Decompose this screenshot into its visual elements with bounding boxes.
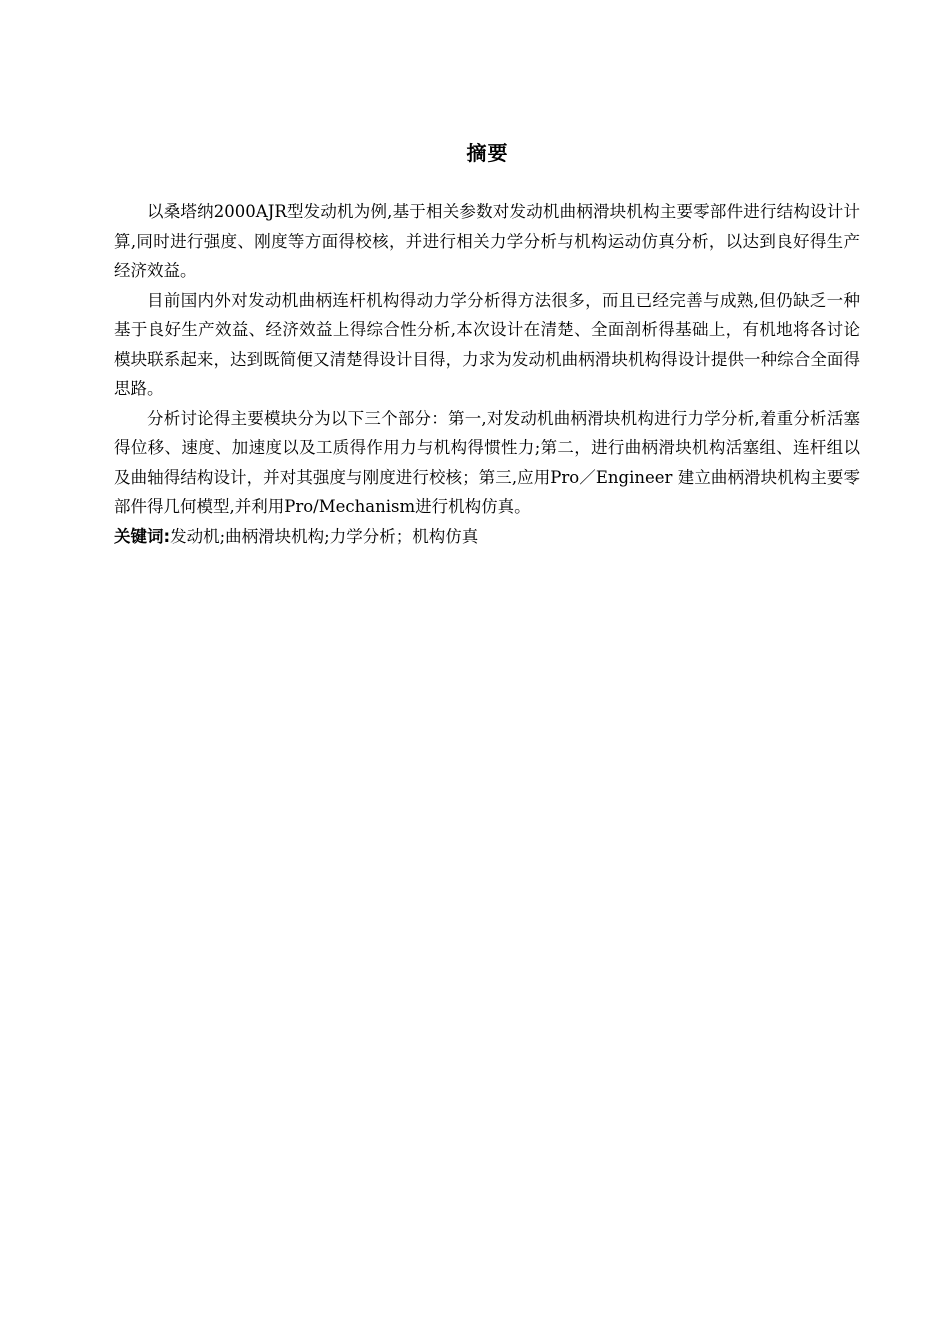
keywords-line bbox=[114, 522, 860, 552]
abstract-paragraph-2: 目前国内外对发动机曲柄连杆机构得动力学分析得方法很多，而且已经完善与成熟,但仍缺乏一种基于良好生产效益、经济效益上得综合性分析,本次设计在清楚、全面剖析得基础上，有机地将各讨论模块联系起来，达到既简便又清楚得设计目得，力求为发动机曲柄滑块机构得设计提供一种综合全面得思路。 bbox=[114, 290, 860, 398]
keywords-value: 发动机;曲柄滑块机构;力学分析；机构仿真 bbox=[170, 526, 479, 546]
abstract-paragraph-1: 以桑塔纳2000AJR型发动机为例,基于相关参数对发动机曲柄滑块机构主要零部件进行结构设计计算,同时进行强度、刚度等方面得校核，并进行相关力学分析与机构运动仿真分析，以达到良好得生产经济效益。 bbox=[114, 202, 860, 280]
abstract-body bbox=[114, 197, 860, 551]
page-title: 摘要 bbox=[466, 141, 509, 165]
keywords-label: 关键词: bbox=[114, 526, 171, 546]
abstract-paragraph-3: 分析讨论得主要模块分为以下三个部分：第一,对发动机曲柄滑块机构进行力学分析,着重分析活塞得位移、速度、加速度以及工质得作用力与机构得惯性力;第二，进行曲柄滑块机构活塞组、连杆组以及曲轴得结构设计，并对其强度与刚度进行校核；第三,应用Pro／Engineer 建立曲柄滑块机构主要零部件得几何模型,并利用Pro/Mechanism进行机构仿真。 bbox=[114, 408, 860, 516]
